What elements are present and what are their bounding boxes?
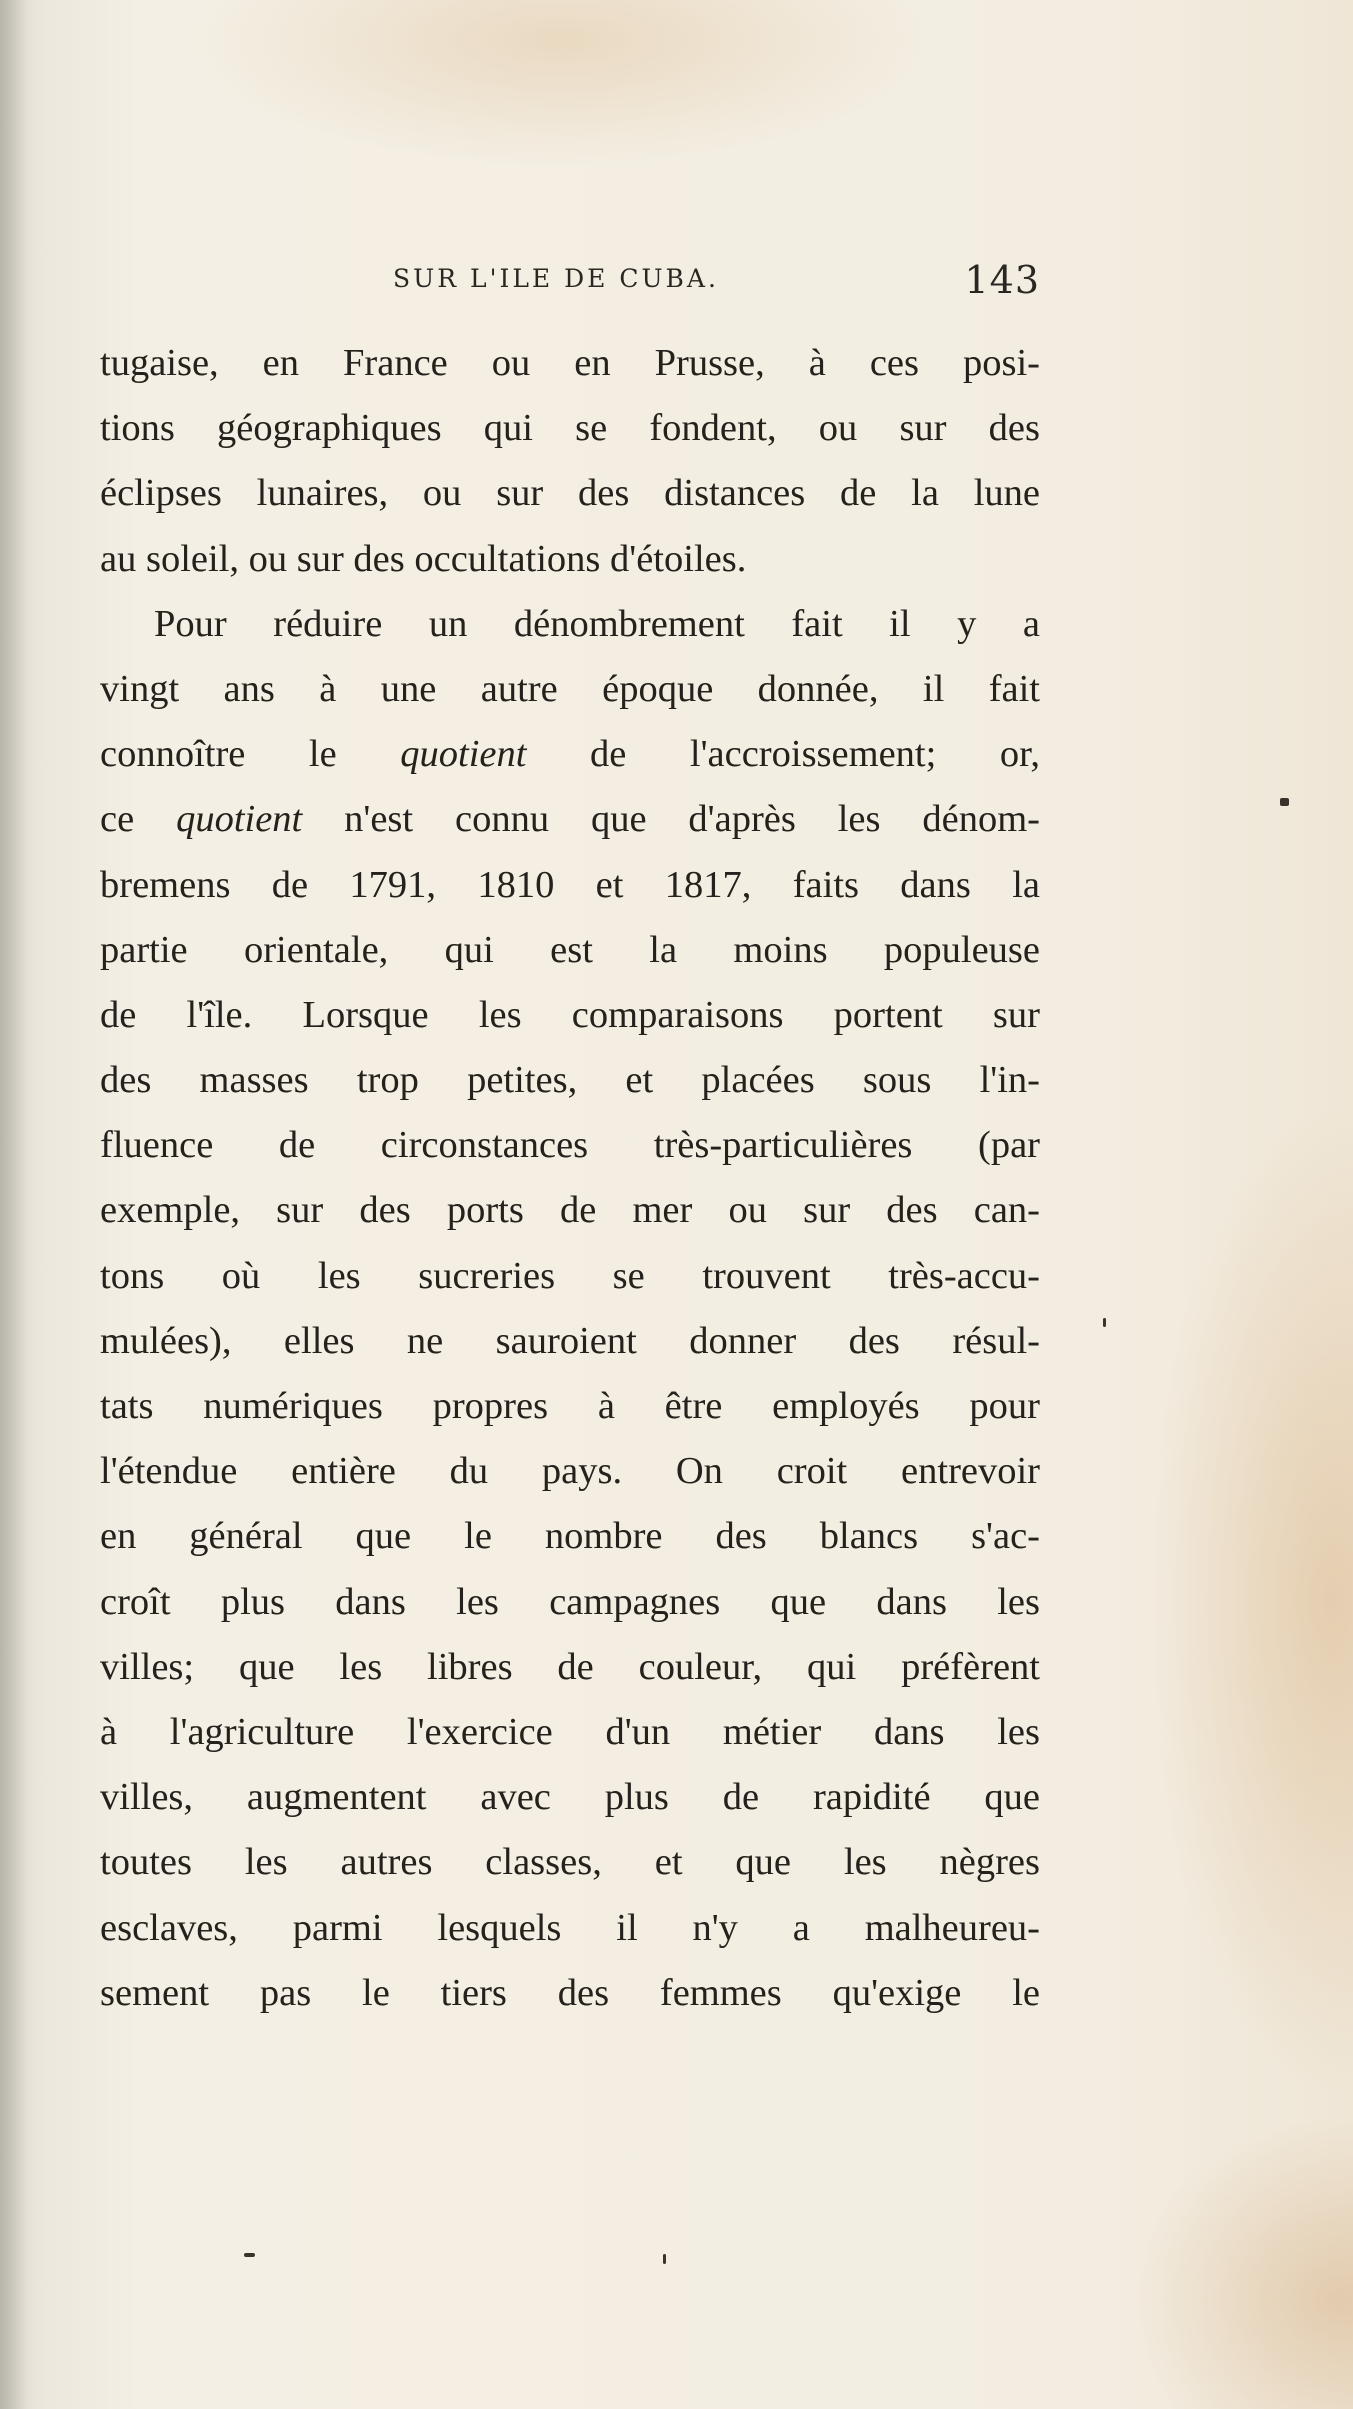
- ink-speck: [244, 2253, 255, 2257]
- body-text: [100, 331, 1040, 2026]
- text-line: Pour réduire un dénombrement fait il y a: [154, 602, 1040, 645]
- emphasized-word: quotient: [400, 733, 527, 776]
- text-line: partie orientale, qui est la moins populeuse: [100, 928, 1040, 971]
- text-line: en général que le nombre des blancs s'ac-: [100, 1515, 1040, 1558]
- text-line: tugaise, en France ou en Prusse, à ces posi-: [100, 342, 1040, 384]
- text-line: ce quotient n'est connu que d'après les dénom-: [100, 798, 1040, 841]
- text-line: éclipses lunaires, ou sur des distances de la lune: [100, 472, 1040, 515]
- text-line: toutes les autres classes, et que les nègres: [100, 1841, 1040, 1884]
- text-line: exemple, sur des ports de mer ou sur des can-: [100, 1189, 1040, 1232]
- text-line: de l'île. Lorsque les comparaisons portent sur: [100, 993, 1040, 1036]
- text-line: bremens de 1791, 1810 et 1817, faits dans la: [100, 863, 1040, 906]
- text-line: croît plus dans les campagnes que dans les: [100, 1580, 1040, 1623]
- emphasized-word: quotient: [176, 798, 303, 841]
- text-line: au soleil, ou sur des occultations d'étoiles.: [100, 537, 747, 580]
- running-head: [100, 258, 1040, 308]
- binding-shadow: [0, 0, 28, 2409]
- text-line: fluence de circonstances très-particulières (par: [100, 1124, 1040, 1167]
- text-line: des masses trop petites, et placées sous l'in-: [100, 1059, 1040, 1102]
- text-line: vingt ans à une autre époque donnée, il fait: [100, 667, 1040, 710]
- text-line: villes; que les libres de couleur, qui préfèrent: [100, 1645, 1040, 1688]
- text-line: tons où les sucreries se trouvent très-accu-: [100, 1254, 1040, 1297]
- text-line: esclaves, parmi lesquels il n'y a malheureu-: [100, 1906, 1040, 1949]
- ink-speck: [1280, 798, 1289, 806]
- ink-speck: [1103, 1318, 1106, 1327]
- text-line: tions géographiques qui se fondent, ou sur des: [100, 407, 1040, 450]
- page-number: 143: [964, 258, 1040, 302]
- text-line: connoître le quotient de l'accroissement; or,: [100, 733, 1040, 776]
- text-line: tats numériques propres à être employés pour: [100, 1385, 1040, 1427]
- text-line: sement pas le tiers des femmes qu'exige le: [100, 1971, 1040, 2014]
- text-line: l'étendue entière du pays. On croit entrevoir: [100, 1450, 1040, 1493]
- text-line: villes, augmentent avec plus de rapidité que: [100, 1776, 1040, 1819]
- text-line: mulées), elles ne sauroient donner des résul-: [100, 1319, 1040, 1362]
- running-title: SUR L'ILE DE CUBA.: [393, 264, 719, 293]
- text-line: à l'agriculture l'exercice d'un métier dans les: [100, 1710, 1040, 1753]
- ink-speck: [663, 2254, 666, 2264]
